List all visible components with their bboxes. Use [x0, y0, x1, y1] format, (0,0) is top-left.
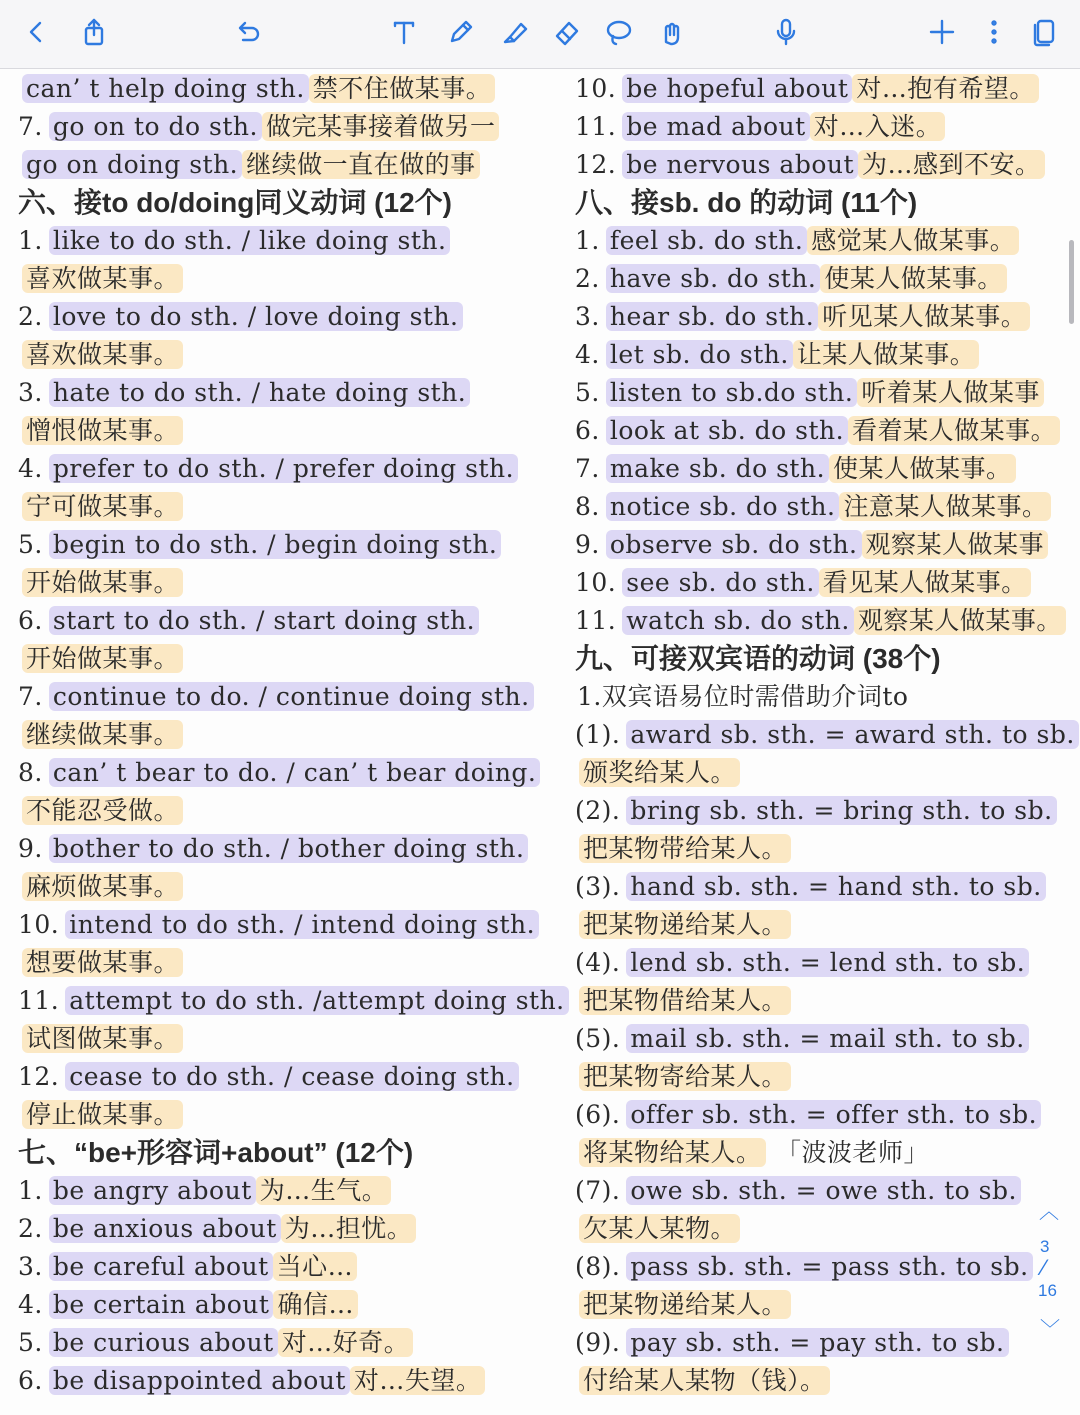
english-phrase: look at sb. do sth.: [606, 416, 848, 445]
english-phrase: be disappointed about: [49, 1366, 350, 1395]
note-line: [18, 1210, 416, 1248]
note-line: [575, 1362, 830, 1400]
note-line: [575, 70, 1039, 108]
english-phrase: be nervous about: [622, 150, 858, 179]
note-line: [18, 1058, 519, 1096]
more-options-icon: [977, 15, 1011, 53]
english-phrase: hand sb. sth. = hand sth. to sb.: [626, 872, 1045, 901]
note-line: [575, 754, 740, 792]
item-number: 10.: [18, 910, 60, 939]
english-phrase: see sb. do sth.: [622, 568, 819, 597]
note-line: [18, 1096, 183, 1134]
chinese-meaning: 不能忍受做。: [22, 796, 183, 825]
chinese-meaning: 做完某事接着做另一: [262, 112, 500, 141]
chinese-meaning: 把某物递给某人。: [579, 910, 791, 939]
chinese-meaning: 把某物递给某人。: [579, 1290, 791, 1319]
note-line: [575, 488, 1051, 526]
english-phrase: can’ t bear to do. / can’ t bear doing.: [49, 758, 541, 787]
chinese-meaning: 将某物给某人。: [579, 1138, 766, 1167]
chinese-meaning: 对…好奇。: [278, 1328, 414, 1357]
note-line: [18, 754, 540, 792]
note-line: [575, 526, 1048, 564]
english-phrase: let sb. do sth.: [606, 340, 793, 369]
note-line: [18, 336, 183, 374]
english-phrase: bother to do sth. / bother doing sth.: [49, 834, 529, 863]
chinese-meaning: 想要做某事。: [22, 948, 183, 977]
english-phrase: owe sb. sth. = owe sth. to sb.: [626, 1176, 1021, 1205]
chinese-meaning: 为…感到不安。: [858, 150, 1045, 179]
note-line: [18, 1172, 391, 1210]
note-line: [575, 1020, 1029, 1058]
item-number: 2.: [18, 302, 43, 331]
item-number: 11.: [575, 606, 617, 635]
note-line: [18, 298, 463, 336]
item-number: (3).: [575, 872, 621, 901]
note-line: [575, 1210, 740, 1248]
note-line: [18, 830, 528, 868]
back-chevron-button[interactable]: [16, 14, 56, 54]
note-line: [18, 412, 183, 450]
english-phrase: award sb. sth. = award sth. to sb.: [626, 720, 1078, 749]
item-number: (9).: [575, 1328, 621, 1357]
chinese-meaning: 宁可做某事。: [22, 492, 183, 521]
note-line: [18, 260, 183, 298]
item-number: 4.: [18, 1290, 43, 1319]
note-line: [18, 906, 539, 944]
english-phrase: notice sb. do sth.: [606, 492, 840, 521]
chinese-meaning: 看着某人做某事。: [848, 416, 1060, 445]
microphone-button[interactable]: [766, 14, 806, 54]
english-phrase: attempt to do sth. /attempt doing sth.: [65, 986, 568, 1015]
note-line: [18, 1248, 357, 1286]
pen-tool-icon: [443, 15, 477, 53]
chinese-meaning: 观察某人做某事: [862, 530, 1049, 559]
chinese-meaning: 让某人做某事。: [793, 340, 980, 369]
item-number: 2.: [18, 1214, 43, 1243]
item-number: 4.: [18, 454, 43, 483]
highlighter-tool-icon: [497, 15, 531, 53]
english-phrase: feel sb. do sth.: [606, 226, 807, 255]
chinese-meaning: 使某人做某事。: [820, 264, 1007, 293]
note-line: [575, 1172, 1021, 1210]
item-number: 6.: [18, 606, 43, 635]
add-page-icon: [925, 15, 959, 53]
note-line: [575, 906, 791, 944]
chinese-meaning: 感觉某人做某事。: [807, 226, 1019, 255]
finger-touch-button[interactable]: [650, 14, 690, 54]
text-tool-button[interactable]: [384, 14, 424, 54]
note-line: [575, 336, 979, 374]
chinese-meaning: 继续做某事。: [22, 720, 183, 749]
english-phrase: start to do sth. / start doing sth.: [49, 606, 479, 635]
note-line: [575, 108, 945, 146]
section-heading: 八、接sb. do 的动词 (11个): [575, 187, 918, 218]
lasso-tool-button[interactable]: [598, 14, 638, 54]
english-phrase: be curious about: [49, 1328, 278, 1357]
item-number: 1.: [575, 226, 600, 255]
note-line: [575, 1248, 1033, 1286]
item-number: (1).: [575, 720, 621, 749]
note-line: [18, 488, 183, 526]
item-number: (8).: [575, 1252, 621, 1281]
note-line: [575, 1096, 1041, 1134]
chinese-meaning: 喜欢做某事。: [22, 264, 183, 293]
highlighter-tool-button[interactable]: [494, 14, 534, 54]
item-number: 4.: [575, 340, 600, 369]
english-phrase: pay sb. sth. = pay sth. to sb.: [626, 1328, 1008, 1357]
note-line: [575, 298, 1030, 336]
english-phrase: pass sb. sth. = pass sth. to sb.: [626, 1252, 1032, 1281]
note-line: [575, 450, 1016, 488]
note-line: [18, 70, 495, 108]
eraser-tool-button[interactable]: [546, 14, 586, 54]
chinese-meaning: 禁不住做某事。: [309, 74, 496, 103]
chinese-meaning: 把某物寄给某人。: [579, 1062, 791, 1091]
chinese-meaning: 确信…: [273, 1290, 358, 1319]
page-separator: ⁄: [1042, 1255, 1046, 1280]
note-line: [575, 716, 1079, 754]
pages-view-icon: [1027, 15, 1061, 53]
note-line: [575, 564, 1031, 602]
chinese-meaning: 开始做某事。: [22, 568, 183, 597]
note-line: [18, 146, 480, 184]
plain-text: 1.双宾语易位时需借助介词to: [577, 682, 909, 711]
note-line: [18, 982, 569, 1020]
chinese-meaning: 使某人做某事。: [829, 454, 1016, 483]
note-line: [18, 1362, 485, 1400]
pages-view-button[interactable]: [1024, 14, 1064, 54]
english-phrase: mail sb. sth. = mail sth. to sb.: [626, 1024, 1028, 1053]
english-phrase: intend to do sth. / intend doing sth.: [65, 910, 539, 939]
note-line: [18, 526, 501, 564]
note-line: [575, 1058, 791, 1096]
item-number: (5).: [575, 1024, 621, 1053]
note-line: [18, 222, 450, 260]
note-line: [18, 678, 534, 716]
section-heading: 七、“be+形容词+about” (12个): [18, 1137, 414, 1168]
note-line: [575, 1134, 931, 1172]
note-line: [575, 222, 1019, 260]
english-phrase: listen to sb.do sth.: [606, 378, 857, 407]
note-line: [18, 868, 183, 906]
english-phrase: go on to do sth.: [49, 112, 262, 141]
note-line: [18, 1324, 413, 1362]
chinese-meaning: 对…入迷。: [810, 112, 946, 141]
english-phrase: hate to do sth. / hate doing sth.: [49, 378, 470, 407]
item-number: 3.: [18, 1252, 43, 1281]
section-heading: 九、可接双宾语的动词 (38个): [575, 643, 941, 674]
english-phrase: begin to do sth. / begin doing sth.: [49, 530, 502, 559]
item-number: (2).: [575, 796, 621, 825]
item-number: 2.: [575, 264, 600, 293]
toolbar: [0, 0, 1080, 69]
page-up-chevron-icon[interactable]: ︿: [1039, 1201, 1059, 1223]
english-phrase: be anxious about: [49, 1214, 281, 1243]
chinese-meaning: 注意某人做某事。: [839, 492, 1051, 521]
english-phrase: be angry about: [49, 1176, 256, 1205]
note-line: [575, 260, 1007, 298]
english-phrase: go on doing sth.: [22, 150, 242, 179]
english-phrase: have sb. do sth.: [606, 264, 821, 293]
chinese-meaning: 观察某人做某事。: [854, 606, 1066, 635]
item-number: 8.: [18, 758, 43, 787]
chinese-meaning: 停止做某事。: [22, 1100, 183, 1129]
more-options-button[interactable]: [974, 14, 1014, 54]
note-line: [18, 792, 183, 830]
item-number: 5.: [575, 378, 600, 407]
item-number: 8.: [575, 492, 600, 521]
item-number: 5.: [18, 1328, 43, 1357]
chinese-meaning: 麻烦做某事。: [22, 872, 183, 901]
item-number: (7).: [575, 1176, 621, 1205]
note-line: [18, 564, 183, 602]
english-phrase: be certain about: [49, 1290, 274, 1319]
chinese-meaning: 憎恨做某事。: [22, 416, 183, 445]
scroll-indicator[interactable]: [1069, 240, 1074, 324]
note-line: [18, 716, 183, 754]
note-line: [575, 678, 910, 716]
note-line: [575, 944, 1029, 982]
note-line: [18, 450, 518, 488]
english-phrase: like to do sth. / like doing sth.: [49, 226, 451, 255]
add-page-button[interactable]: [922, 14, 962, 54]
item-number: 7.: [18, 682, 43, 711]
pen-tool-button[interactable]: [440, 14, 480, 54]
item-number: 3.: [18, 378, 43, 407]
note-line: [575, 374, 1044, 412]
text-tool-icon: [387, 15, 421, 53]
item-number: 9.: [18, 834, 43, 863]
item-number: 10.: [575, 74, 617, 103]
chinese-meaning: 把某物借给某人。: [579, 986, 791, 1015]
item-number: 3.: [575, 302, 600, 331]
english-phrase: love to do sth. / love doing sth.: [49, 302, 463, 331]
chinese-meaning: 喜欢做某事。: [22, 340, 183, 369]
english-phrase: hear sb. do sth.: [606, 302, 818, 331]
notes-canvas[interactable]: [0, 68, 1080, 1415]
note-line: [18, 374, 470, 412]
total-pages: 16: [1038, 1281, 1057, 1300]
microphone-icon: [769, 15, 803, 53]
item-number: 12.: [575, 150, 617, 179]
chinese-meaning: 看见某人做某事。: [819, 568, 1031, 597]
note-line: [18, 640, 183, 678]
chinese-meaning: 当心…: [273, 1252, 358, 1281]
current-page: 3: [1040, 1237, 1050, 1256]
item-number: 7.: [575, 454, 600, 483]
english-phrase: be mad about: [622, 112, 809, 141]
chinese-meaning: 试图做某事。: [22, 1024, 183, 1053]
item-number: 10.: [575, 568, 617, 597]
item-number: 11.: [18, 986, 60, 1015]
item-number: 1.: [18, 226, 43, 255]
page-navigator: [1030, 1195, 1068, 1345]
note-line: [575, 868, 1046, 906]
note-line: [575, 982, 791, 1020]
page-down-chevron-icon[interactable]: ﹀: [1040, 1319, 1060, 1341]
chinese-meaning: 付给某人某物（钱）。: [579, 1366, 830, 1395]
note-line: [575, 412, 1060, 450]
note-line: [575, 1324, 1009, 1362]
english-phrase: can’ t help doing sth.: [22, 74, 309, 103]
chinese-meaning: 为…生气。: [256, 1176, 392, 1205]
chinese-meaning: 听见某人做某事。: [818, 302, 1030, 331]
english-phrase: make sb. do sth.: [606, 454, 829, 483]
note-line: [575, 602, 1066, 640]
share-button[interactable]: [74, 14, 114, 54]
item-number: 12.: [18, 1062, 60, 1091]
note-line: [575, 830, 791, 868]
item-number: 11.: [575, 112, 617, 141]
chinese-meaning: 为…担忧。: [281, 1214, 417, 1243]
note-line: [575, 146, 1045, 184]
english-phrase: offer sb. sth. = offer sth. to sb.: [626, 1100, 1041, 1129]
english-phrase: continue to do. / continue doing sth.: [49, 682, 534, 711]
lasso-tool-icon: [601, 15, 635, 53]
item-number: 5.: [18, 530, 43, 559]
item-number: 9.: [575, 530, 600, 559]
english-phrase: watch sb. do sth.: [622, 606, 854, 635]
note-line: [18, 1020, 183, 1058]
english-phrase: cease to do sth. / cease doing sth.: [65, 1062, 518, 1091]
english-phrase: lend sb. sth. = lend sth. to sb.: [626, 948, 1029, 977]
chinese-meaning: 颁奖给某人。: [579, 758, 740, 787]
chinese-meaning: 欠某人某物。: [579, 1214, 740, 1243]
chinese-meaning: 对…失望。: [350, 1366, 486, 1395]
item-number: (4).: [575, 948, 621, 977]
chinese-meaning: 继续做一直在做的事: [242, 150, 480, 179]
item-number: (6).: [575, 1100, 621, 1129]
plain-text: 「波波老师」: [767, 1138, 929, 1167]
finger-touch-icon: [653, 15, 687, 53]
eraser-tool-icon: [549, 15, 583, 53]
item-number: 1.: [18, 1176, 43, 1205]
item-number: 6.: [18, 1366, 43, 1395]
note-line: [575, 1286, 791, 1324]
english-phrase: bring sb. sth. = bring sth. to sb.: [626, 796, 1056, 825]
back-chevron-icon: [19, 15, 53, 53]
note-line: [18, 602, 479, 640]
chinese-meaning: 听着某人做某事: [857, 378, 1044, 407]
undo-button[interactable]: [228, 14, 268, 54]
chinese-meaning: 对…抱有希望。: [852, 74, 1039, 103]
chinese-meaning: 把某物带给某人。: [579, 834, 791, 863]
item-number: 6.: [575, 416, 600, 445]
note-line: [18, 108, 499, 146]
note-line: [18, 944, 183, 982]
note-line: [18, 1286, 358, 1324]
chinese-meaning: 开始做某事。: [22, 644, 183, 673]
english-phrase: observe sb. do sth.: [606, 530, 862, 559]
english-phrase: be careful about: [49, 1252, 273, 1281]
english-phrase: be hopeful about: [622, 74, 852, 103]
share-icon: [77, 15, 111, 53]
note-line: [575, 792, 1057, 830]
section-heading: 六、接to do/doing同义动词 (12个): [18, 187, 452, 218]
item-number: 7.: [18, 112, 43, 141]
undo-icon: [231, 15, 265, 53]
english-phrase: prefer to do sth. / prefer doing sth.: [49, 454, 518, 483]
